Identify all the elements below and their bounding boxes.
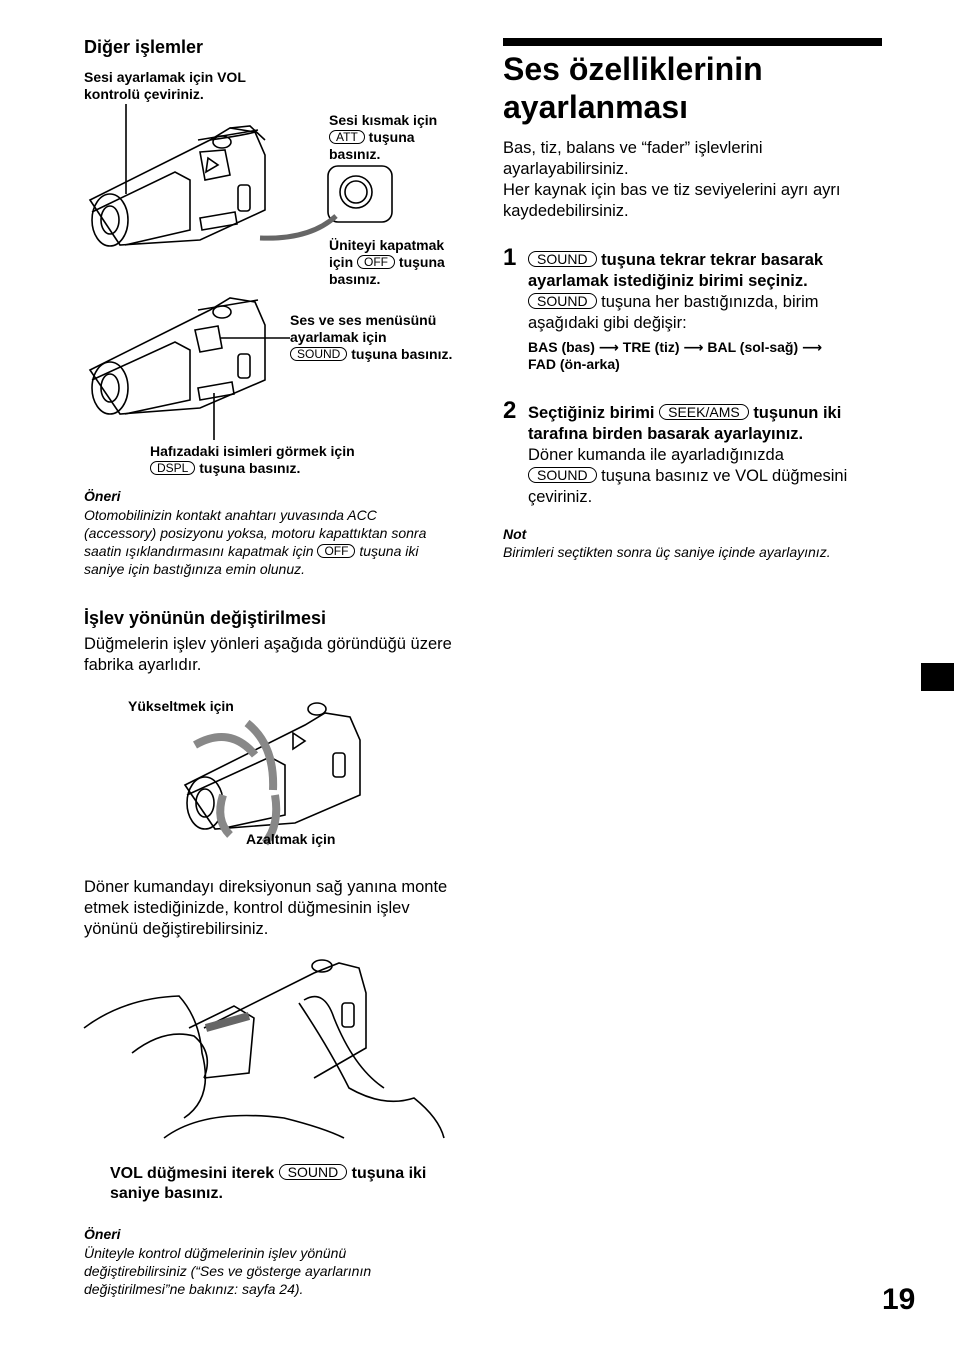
- label-off: Üniteyi kapatmak için OFF tuşuna basınız.: [329, 237, 445, 287]
- att-button-label: ATT: [329, 130, 365, 144]
- arrow-right-icon: ⟶: [598, 339, 619, 355]
- label-att: Sesi kısmak için ATT tuşuna basınız.: [329, 112, 438, 162]
- tip1-title: Öneri: [84, 488, 121, 504]
- label-decrease: Azaltmak için: [246, 831, 336, 847]
- note-text: Birimleri seçtikten sonra üç saniye içinde ayarlayınız.: [503, 544, 831, 560]
- label-sound: Ses ve ses menüsünü ayarlamak için SOUND tuşuna basınız.: [290, 312, 453, 362]
- off-button-label: OFF: [357, 255, 395, 269]
- tip1-off-button-label: OFF: [317, 544, 355, 558]
- remote-control-illustration-2: [80, 290, 280, 420]
- paragraph-right-side: Döner kumandayı direksiyonun sağ yanına monte etmek istediğinizde, kontrol düğmesinin işlev yönünü değiştirebilirsiniz.: [84, 878, 448, 938]
- title-rule: [503, 38, 882, 46]
- unit-sequence: BAS (bas) ⟶ TRE (tiz) ⟶ BAL (sol-sağ) ⟶ FAD (ön-arka): [528, 339, 823, 372]
- att-button-callout: [240, 160, 400, 250]
- thumb-tab-marker: [921, 663, 954, 691]
- step-2-number: 2: [503, 397, 517, 424]
- label-vol: Sesi ayarlamak için VOL kontrolü çeviriniz.: [84, 69, 246, 102]
- arrow-right-icon: ⟶: [683, 339, 704, 355]
- label-push-vol: VOL düğmesini iterek SOUND tuşuna iki saniye basınız.: [110, 1164, 427, 1202]
- remote-control-illustration-3: [175, 695, 375, 845]
- step-2-text: Seçtiğiniz birimi SEEK/AMS tuşunun iki tarafına birden basarak ayarlayınız. Döner kumanda ile ayarladığınızda SOUND tuşuna basınız ve VOL düğmesini çeviriniz.: [528, 404, 848, 506]
- note-title: Not: [503, 526, 527, 542]
- tip2-text: Üniteyle kontrol düğmelerinin işlev yönünü değiştirebilirsiniz (“Ses ve gösterge ayarlarının değiştirilmesi”ne bakınız: sayfa 24).: [84, 1245, 372, 1297]
- tip2-title: Öneri: [84, 1226, 121, 1242]
- page-number: 19: [882, 1283, 916, 1316]
- dspl-button-label: DSPL: [150, 461, 195, 475]
- section-heading-direction: İşlev yönünün değiştirilmesi: [84, 608, 327, 628]
- hand-pressing-remote-illustration: [84, 958, 449, 1143]
- step-1-number: 1: [503, 244, 517, 271]
- push-sound-button-label: SOUND: [279, 1164, 348, 1180]
- arrow-right-icon: ⟶: [802, 339, 823, 355]
- tip1-text: Otomobilinizin kontakt anahtarı yuvasında ACC (accessory) posizyonu yoksa, motoru kapattıktan sonra saatin ışıklandırmasını kapatmak için OFF tuşuna iki saniye için bastığınıza emin olunuz.: [84, 507, 427, 577]
- step2-sound-button-label: SOUND: [528, 467, 597, 483]
- label-increase: Yükseltmek için: [128, 698, 234, 714]
- seek-ams-button-label: SEEK/AMS: [659, 404, 749, 420]
- sound-button-label: SOUND: [290, 347, 347, 361]
- intro-paragraph: Bas, tiz, balans ve “fader” işlevlerini ayarlayabilirsiniz. Her kaynak için bas ve tiz seviyelerini ayrı ayrı kaydedebilirsiniz.: [503, 139, 841, 220]
- vol-leader-line: [124, 104, 128, 194]
- step1-sound-button-label-2: SOUND: [528, 293, 597, 309]
- step-1-text: SOUND tuşuna tekrar tekrar basarak ayarlamak istediğiniz birimi seçiniz. SOUND tuşuna her bastığınızda, birim aşağıdaki gibi değişir:: [528, 251, 824, 332]
- label-dspl: Hafızadaki isimleri görmek için DSPL tuşuna basınız.: [150, 443, 355, 476]
- page-title: Ses özelliklerinin ayarlanması: [503, 51, 763, 125]
- paragraph-direction: Düğmelerin işlev yönleri aşağıda göründüğü üzere fabrika ayarlıdır.: [84, 635, 452, 674]
- step1-sound-button-label: SOUND: [528, 251, 597, 267]
- section-heading-other-operations: Diğer işlemler: [84, 37, 204, 57]
